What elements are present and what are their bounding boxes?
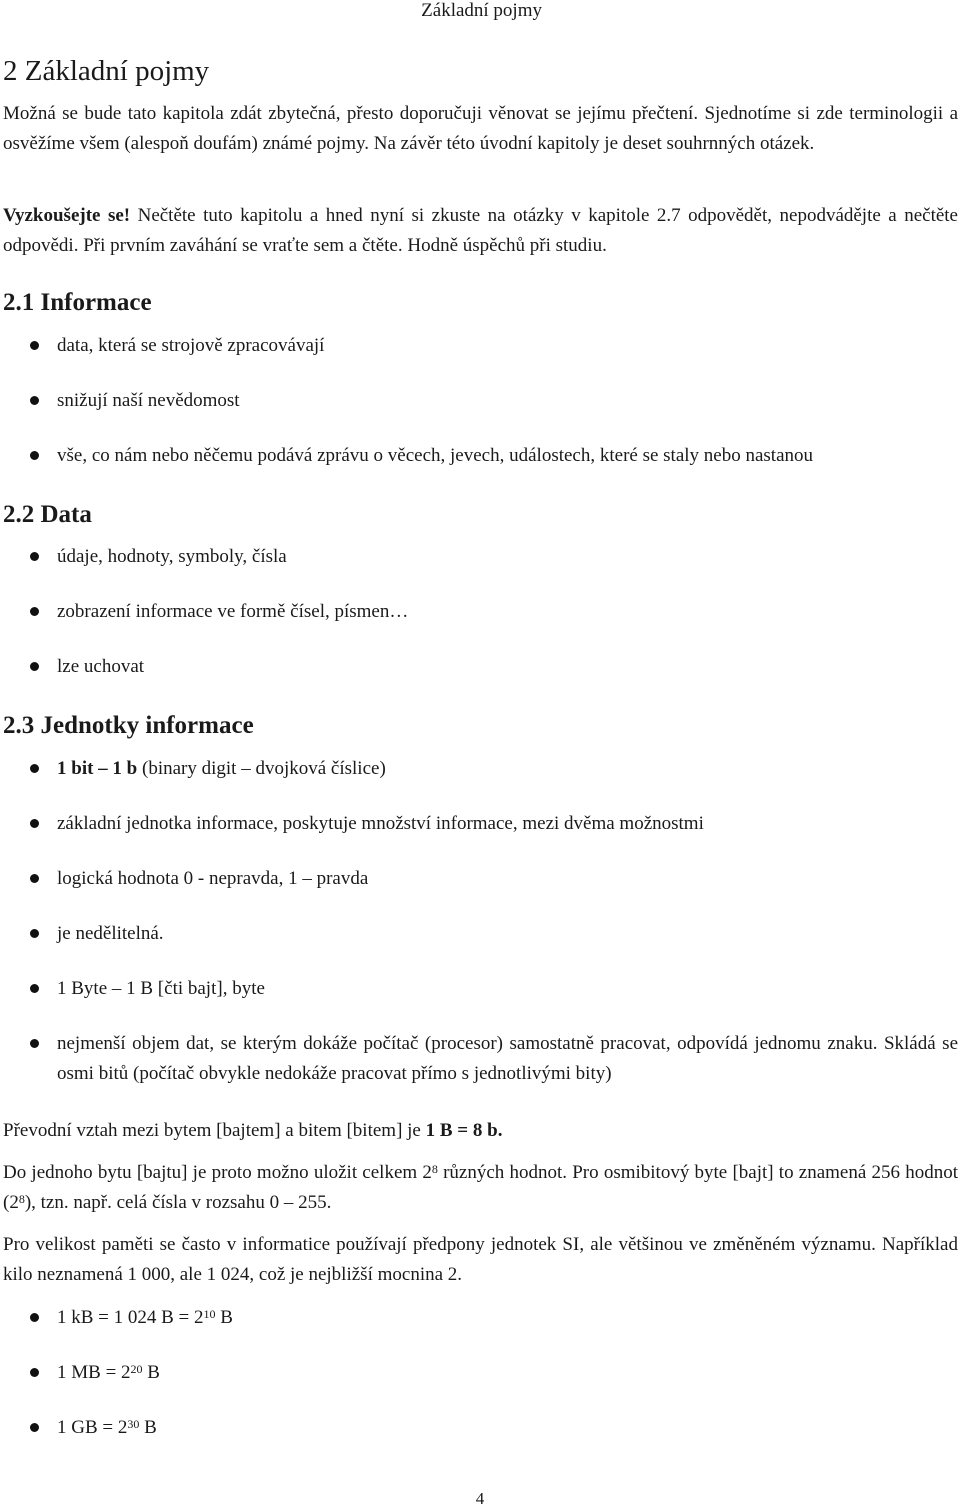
informace-list xyxy=(0,331,958,471)
data-list xyxy=(0,542,958,682)
chapter-title-text: Základní pojmy xyxy=(24,55,210,87)
list-item: snižují naší nevědomost xyxy=(0,386,958,416)
try-yourself-paragraph xyxy=(3,201,958,261)
exponent: 30 xyxy=(127,1417,140,1431)
page-number: 4 xyxy=(475,1489,485,1508)
list-item: lze uchovat xyxy=(0,652,958,682)
try-yourself-text: Nečtěte tuto kapitolu a hned nyní si zkuste na otázky v kapitole 2.7 odpovědět, nepodvádějte a nečtěte odpovědi. Při prvním zaváhání se vraťte sem a čtěte. Hodně úspěchů při studiu. xyxy=(3,205,958,256)
conversion-paragraph xyxy=(3,1116,958,1146)
exponent: 8 xyxy=(18,1192,25,1206)
jednotky-list xyxy=(0,754,958,1089)
unit-lhs: 1 kB = 1 024 B = 2 xyxy=(57,1307,204,1328)
section-title-jednotky: 2.3 Jednotky informace xyxy=(3,712,254,739)
conversion-formula: 1 B = 8 b. xyxy=(425,1120,503,1141)
running-header: Základní pojmy xyxy=(421,0,542,21)
intro-paragraph: Možná se bude tato kapitola zdát zbytečná, přesto doporučuji věnovat se jejímu přečtení. Sjednotíme si zde terminologii a osvěžíme všem (alespoň doufám) známé pojmy. Na závěr této úvodní kapitoly je deset souhrnných otázek. xyxy=(3,103,958,154)
exponent: 20 xyxy=(130,1362,143,1376)
list-item: logická hodnota 0 - nepravda, 1 – pravda xyxy=(0,864,958,894)
byte-values-text: ), tzn. např. celá čísla v rozsahu 0 – 255. xyxy=(24,1192,332,1213)
unit-item-kb xyxy=(0,1303,958,1333)
try-yourself-label: Vyzkoušejte se! xyxy=(3,205,131,226)
bit-definition: 1 bit – 1 b xyxy=(57,758,138,779)
exponent: 8 xyxy=(431,1162,438,1176)
chapter-number: 2 xyxy=(3,55,18,87)
exponent: 10 xyxy=(203,1307,216,1321)
section-title-data: 2.2 Data xyxy=(3,501,92,528)
list-item: zobrazení informace ve formě čísel, písmen… xyxy=(0,597,958,627)
units-list xyxy=(0,1303,958,1443)
list-item: nejmenší objem dat, se kterým dokáže počítač (procesor) samostatně pracovat, odpovídá jednomu znaku. Skládá se osmi bitů (počítač obvykle nedokáže pracovat přímo s jednotlivými bity) xyxy=(0,1029,958,1089)
unit-item-mb xyxy=(0,1358,958,1388)
unit-lhs: 1 MB = 2 xyxy=(57,1362,131,1383)
list-item xyxy=(0,754,958,784)
unit-item-gb xyxy=(0,1413,958,1443)
unit-suffix: B xyxy=(142,1362,160,1383)
unit-lhs: 1 GB = 2 xyxy=(57,1417,128,1438)
list-item: 1 Byte – 1 B [čti bajt], byte xyxy=(0,974,958,1004)
list-item: data, která se strojově zpracovávají xyxy=(0,331,958,361)
si-prefix-paragraph: Pro velikost paměti se často v informatice používají předpony jednotek SI, ale většinou ve změněném významu. Například kilo neznamená 1 000, ale 1 024, což je nejbližší mocnina 2. xyxy=(3,1234,958,1285)
byte-values-text: Do jednoho bytu [bajtu] je proto možno uložit celkem 2 xyxy=(3,1162,432,1183)
list-item: základní jednotka informace, poskytuje množství informace, mezi dvěma možnostmi xyxy=(0,809,958,839)
list-item: vše, co nám nebo něčemu podává zprávu o věcech, jevech, událostech, které se staly nebo nastanou xyxy=(0,441,958,471)
unit-suffix: B xyxy=(139,1417,157,1438)
byte-values-paragraph xyxy=(3,1158,958,1218)
section-title-informace: 2.1 Informace xyxy=(3,289,152,316)
conversion-text: Převodní vztah mezi bytem [bajtem] a bitem [bitem] je xyxy=(3,1120,426,1141)
list-item: je nedělitelná. xyxy=(0,919,958,949)
unit-suffix: B xyxy=(215,1307,233,1328)
bit-description: (binary digit – dvojková číslice) xyxy=(137,758,386,779)
byte-values-text: různých hodnot. Pro osmibitový byte [bajt] to znamená 256 hodnot (2 xyxy=(3,1162,958,1213)
list-item: údaje, hodnoty, symboly, čísla xyxy=(0,542,958,572)
chapter-title xyxy=(3,52,209,90)
